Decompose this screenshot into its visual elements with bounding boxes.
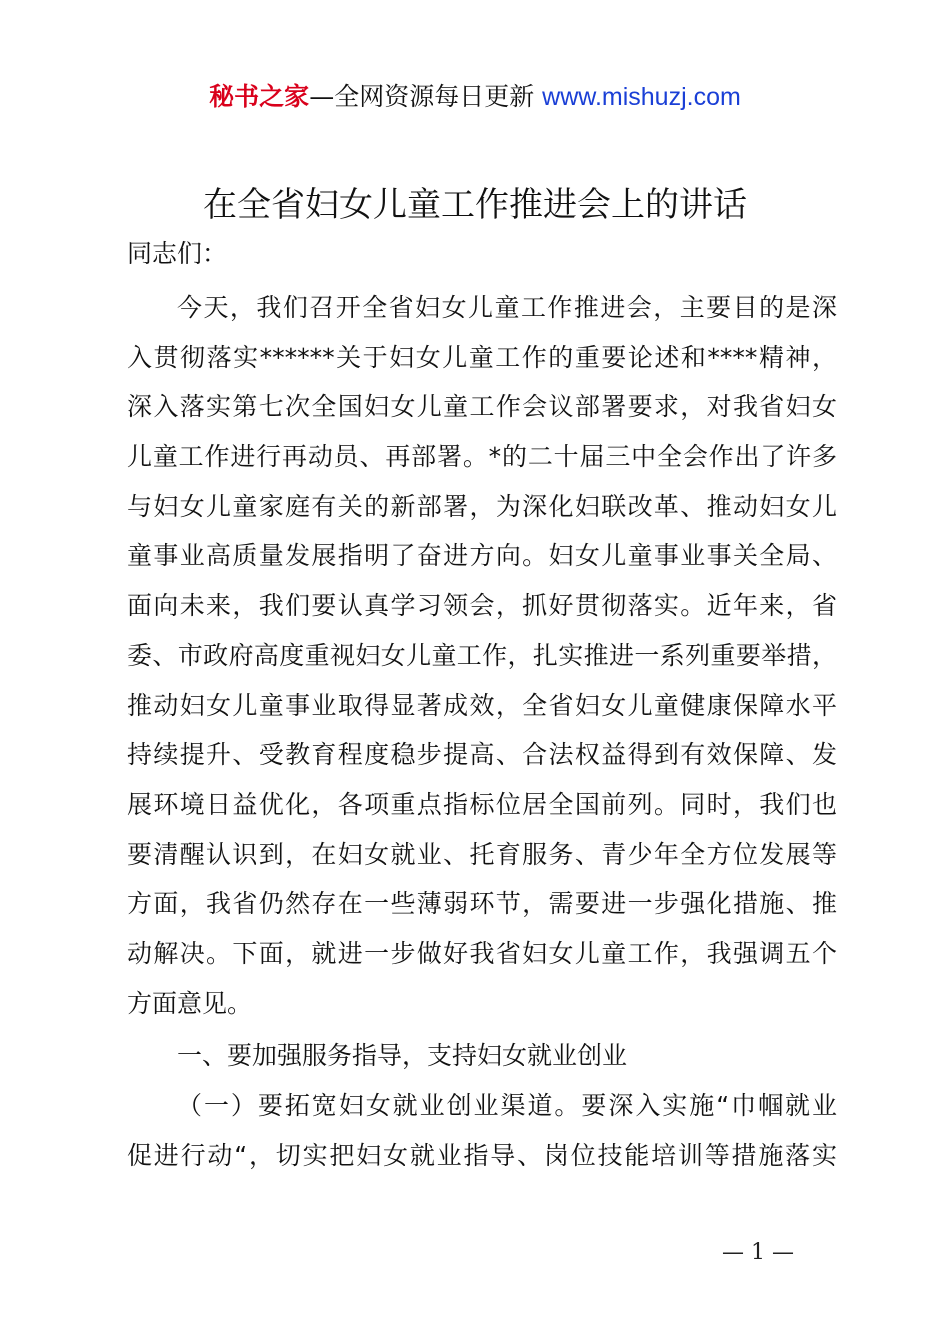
banner-brand: 秘书之家	[209, 82, 310, 111]
paragraph-line: 持续提升、受教育程度稳步提高、合法权益得到有效保障、发	[127, 740, 837, 770]
paragraph-line: 要清醒认识到，在妇女就业、托育服务、青少年全方位发展等	[127, 839, 837, 869]
paragraph-line: 推动妇女儿童事业取得显著成效，全省妇女儿童健康保障水平	[127, 690, 837, 720]
page-number: — 1 —	[722, 1240, 794, 1265]
banner-url-link[interactable]: www.mishuzj.com	[542, 83, 741, 111]
paragraph-line: 动解决。下面，就进一步做好我省妇女儿童工作，我强调五个	[127, 938, 837, 968]
paragraph-line: 展环境日益优化，各项重点指标位居全国前列。同时，我们也	[127, 789, 837, 819]
paragraph-line: 入贯彻落实******关于妇女儿童工作的重要论述和****精神，	[127, 342, 837, 372]
paragraph-line: 今天，我们召开全省妇女儿童工作推进会，主要目的是深	[177, 293, 837, 322]
banner-tagline: —全网资源每日更新	[309, 82, 535, 111]
paragraph-line: 委、市政府高度重视妇女儿童工作，扎实推进一系列重要举措，	[127, 640, 837, 670]
paragraph-line: 童事业高质量发展指明了奋进方向。妇女儿童事业事关全局、	[127, 541, 837, 571]
paragraph-line: 方面，我省仍然存在一些薄弱环节，需要进一步强化措施、推	[127, 889, 837, 919]
paragraph-line: 方面意见。	[127, 988, 253, 1018]
paragraph-line: 促进行动“，切实把妇女就业指导、岗位技能培训等措施落实	[127, 1140, 837, 1170]
paragraph-line: 儿童工作进行再动员、再部署。*的二十届三中全会作出了许多	[127, 442, 837, 472]
salutation: 同志们：	[127, 239, 228, 268]
paragraph-line: 面向未来，我们要认真学习领会，抓好贯彻落实。近年来，省	[127, 591, 837, 621]
paragraph-line: （一）要拓宽妇女就业创业渠道。要深入实施“巾帼就业	[177, 1091, 837, 1120]
paragraph-section-1-1	[127, 1081, 837, 1180]
paragraph-line: 深入落实第七次全国妇女儿童工作会议部署要求，对我省妇女	[127, 392, 837, 422]
paragraph-line: 与妇女儿童家庭有关的新部署，为深化妇联改革、推动妇女儿	[127, 491, 837, 521]
site-banner	[0, 80, 950, 114]
paragraph-intro	[127, 283, 837, 1028]
section-heading-1: 一、要加强服务指导，支持妇女就业创业	[177, 1041, 628, 1070]
document-title: 在全省妇女儿童工作推进会上的讲话	[203, 185, 747, 225]
